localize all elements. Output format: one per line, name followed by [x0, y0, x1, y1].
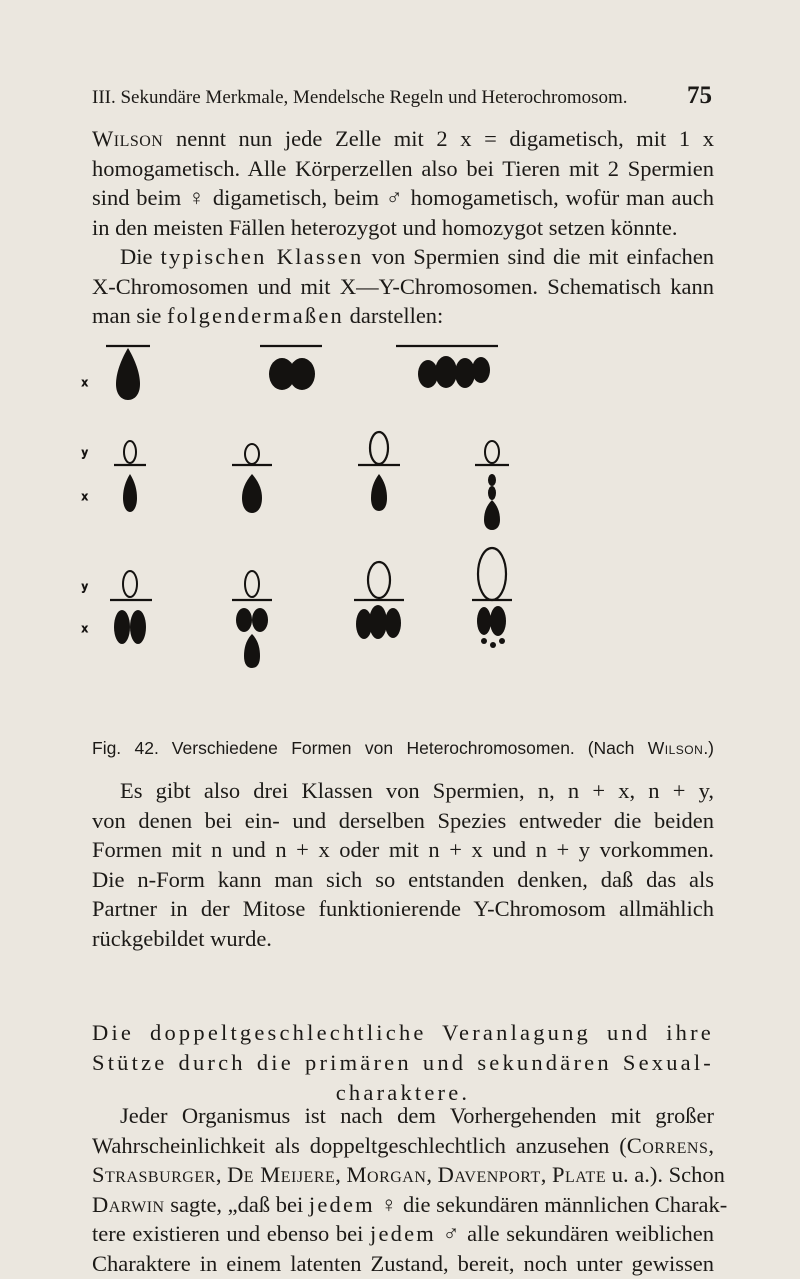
figure-number: Fig. 42. — [92, 738, 159, 758]
text-run: nennt nun jede Zelle mit 2 x = digametisch, mit 1 x — [163, 126, 714, 151]
text-run: Die — [120, 244, 161, 269]
figure-caption — [92, 738, 714, 759]
paragraph-typical-classes — [92, 242, 714, 331]
author-name-morgan: Morgan — [346, 1162, 427, 1188]
running-title: III. Sekundäre Merkmale, Mendelsche Regeln und Heterochromosom. — [92, 87, 628, 108]
text-run: man sie — [92, 303, 167, 329]
emphasis-jedem: jedem — [370, 1221, 436, 1247]
xy-chromosome-set-6 — [232, 571, 272, 668]
text-run: digametisch, beim — [206, 185, 386, 211]
figure-label-x: x — [82, 623, 88, 635]
emphasis-folgendermassen: folgendermaßen — [166, 303, 344, 329]
text-line — [92, 1160, 725, 1190]
text-run: u. a.). Schon — [606, 1162, 725, 1188]
text-run: , — [708, 1132, 714, 1158]
xy-chromosome-set-3 — [358, 432, 400, 511]
text-run: , — [215, 1162, 228, 1188]
text-run: sind beim — [92, 185, 189, 211]
author-name-plate: Plate — [551, 1162, 607, 1188]
text-line — [92, 301, 714, 331]
text-line: Formen mit n und n + x oder mit n + x und n + y vorkommen. — [92, 837, 714, 863]
x-chromosome-pair — [260, 346, 322, 390]
text-run: Es gibt also drei Klassen von Spermien, n, n + x, n + y, — [120, 778, 714, 803]
author-name-strasburger: Strasburger — [92, 1162, 216, 1188]
text-line — [92, 124, 714, 154]
section-heading — [92, 1018, 714, 1108]
female-symbol: ♀ — [188, 185, 207, 211]
text-line — [92, 1101, 714, 1131]
text-run: , — [426, 1162, 438, 1188]
figure-label-x: x — [82, 491, 88, 503]
emphasis-jedem: jedem — [308, 1191, 375, 1217]
figure-label-x: x — [82, 377, 88, 389]
female-symbol: ♀ — [380, 1191, 398, 1217]
text-line: Partner in der Mitose funktionierende Y-Chromosom allmählich — [92, 896, 714, 922]
heading-line: Die doppeltgeschlechtliche Veranlagung und ihre — [92, 1020, 714, 1045]
text-line — [92, 242, 714, 272]
text-line — [92, 183, 714, 213]
text-run: darstellen: — [343, 303, 444, 329]
text-line: in den meisten Fällen heterozygot und homozygot setzen könnte. — [92, 214, 678, 240]
author-name-wilson: Wilson — [647, 738, 704, 758]
author-name-wilson: Wilson — [92, 126, 164, 151]
text-line: von denen bei ein- und derselben Spezies entweder die beiden — [92, 807, 714, 833]
x-chromosome-single — [106, 346, 150, 400]
author-name-de-meijere: De Meijere — [227, 1162, 336, 1188]
xy-chromosome-set-2 — [232, 444, 272, 513]
text-run: , — [540, 1162, 552, 1188]
xy-chromosome-set-4 — [475, 441, 509, 530]
xy-chromosome-set-1 — [114, 441, 146, 512]
text-run: homogametisch, wofür man auch — [403, 185, 715, 211]
running-header — [92, 82, 712, 114]
xy-chromosome-set-5 — [110, 571, 152, 644]
text-line: X-Chromosomen und mit X—Y-Chromosomen. Schematisch kann — [92, 273, 714, 299]
text-run: , — [335, 1162, 347, 1188]
text-run: tere existieren und ebenso bei — [92, 1221, 370, 1247]
text-run: sagte, „daß bei — [164, 1191, 309, 1217]
text-line: Charaktere in einem latenten Zustand, bereit, noch unter gewissen — [92, 1250, 714, 1276]
text-line — [92, 1131, 714, 1161]
heading-line: Stütze durch die primären und sekundären Sexual- — [92, 1050, 714, 1075]
xy-chromosome-set-7 — [354, 562, 404, 639]
text-run: die sekundären männlichen Charak- — [397, 1191, 728, 1217]
figure-heterochromosomes — [60, 328, 660, 738]
paragraph-wilson-definition — [92, 124, 714, 242]
male-symbol: ♂ — [385, 185, 404, 211]
text-line — [92, 776, 714, 806]
heading-line: charaktere. — [335, 1080, 471, 1105]
text-run: Wahrscheinlichkeit als doppeltgeschlechtlich anzusehen ( — [92, 1132, 627, 1158]
page-number: 75 — [687, 82, 712, 109]
male-symbol: ♂ — [442, 1221, 461, 1247]
text-run: Jeder Organismus ist nach dem Vorhergehenden mit großer — [120, 1103, 714, 1128]
figure-label-y: y — [82, 447, 88, 459]
paragraph-darwin — [92, 1101, 728, 1279]
text-line — [92, 1190, 728, 1220]
caption-source: (Nach — [587, 738, 648, 758]
xy-chromosome-set-8 — [472, 548, 512, 648]
x-chromosome-group — [396, 346, 498, 388]
caption-source: .) — [703, 738, 715, 758]
text-line: homogametisch. Alle Körperzellen also bei Tieren mit 2 Spermien — [92, 155, 714, 181]
text-line: rückgebildet wurde. — [92, 925, 272, 951]
text-run: von Spermien sind die mit einfachen — [363, 244, 714, 269]
author-name-davenport: Davenport — [437, 1162, 541, 1188]
author-name-correns: Correns — [626, 1132, 709, 1158]
text-line — [92, 1219, 714, 1249]
text-line: Die n-Form kann man sich so entstanden denken, daß das als — [92, 866, 714, 892]
figure-label-y: y — [82, 581, 88, 593]
text-run — [436, 1221, 443, 1246]
author-name-darwin: Darwin — [92, 1191, 165, 1217]
text-run: alle sekundären weiblichen — [460, 1221, 714, 1247]
paragraph-three-classes — [92, 776, 714, 954]
caption-text: Verschiedene Formen von Heterochromosomen. — [171, 738, 575, 758]
emphasis-typical-classes: typischen Klassen — [160, 244, 364, 269]
